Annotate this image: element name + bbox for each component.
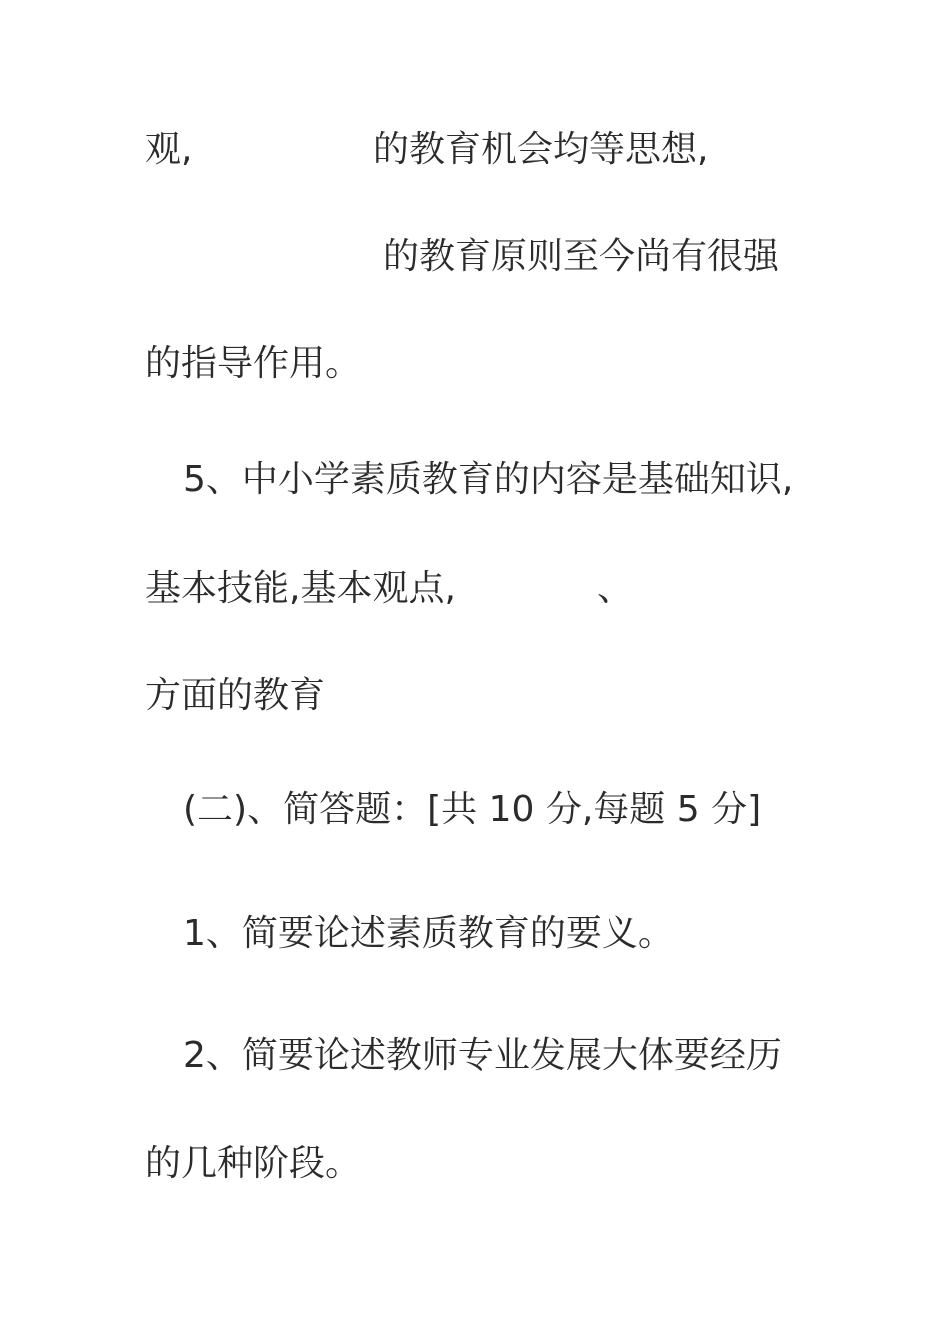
text-segment: 的指导作用。 bbox=[145, 343, 362, 384]
question-1 bbox=[145, 912, 845, 956]
text-segment: 5、中小学素质教育的内容是基础知识, bbox=[183, 459, 794, 500]
text-segment: 的教育原则至今尚有很强 bbox=[383, 236, 780, 277]
text-line-6 bbox=[145, 674, 845, 718]
text-line-1 bbox=[145, 128, 845, 172]
text-segment: 的几种阶段。 bbox=[145, 1143, 362, 1184]
text-segment: 1、简要论述素质教育的要义。 bbox=[183, 913, 674, 954]
section-heading bbox=[145, 788, 845, 832]
text-segment: 基本技能,基本观点, bbox=[145, 568, 456, 609]
text-line-5 bbox=[145, 567, 845, 611]
question-2 bbox=[145, 1034, 845, 1078]
text-segment: 2、简要论述教师专业发展大体要经历 bbox=[183, 1035, 782, 1076]
text-segment: (二)、简答题：[共 10 分,每题 5 分] bbox=[183, 789, 762, 830]
text-segment: 的教育机会均等思想, bbox=[373, 129, 709, 170]
text-line-2 bbox=[145, 235, 845, 279]
text-segment: 方面的教育 bbox=[145, 675, 326, 716]
text-segment: 、 bbox=[597, 568, 634, 609]
text-segment: 观, bbox=[145, 129, 193, 170]
question-2-continued bbox=[145, 1142, 845, 1186]
text-line-4 bbox=[145, 458, 865, 502]
text-line-3 bbox=[145, 342, 845, 386]
